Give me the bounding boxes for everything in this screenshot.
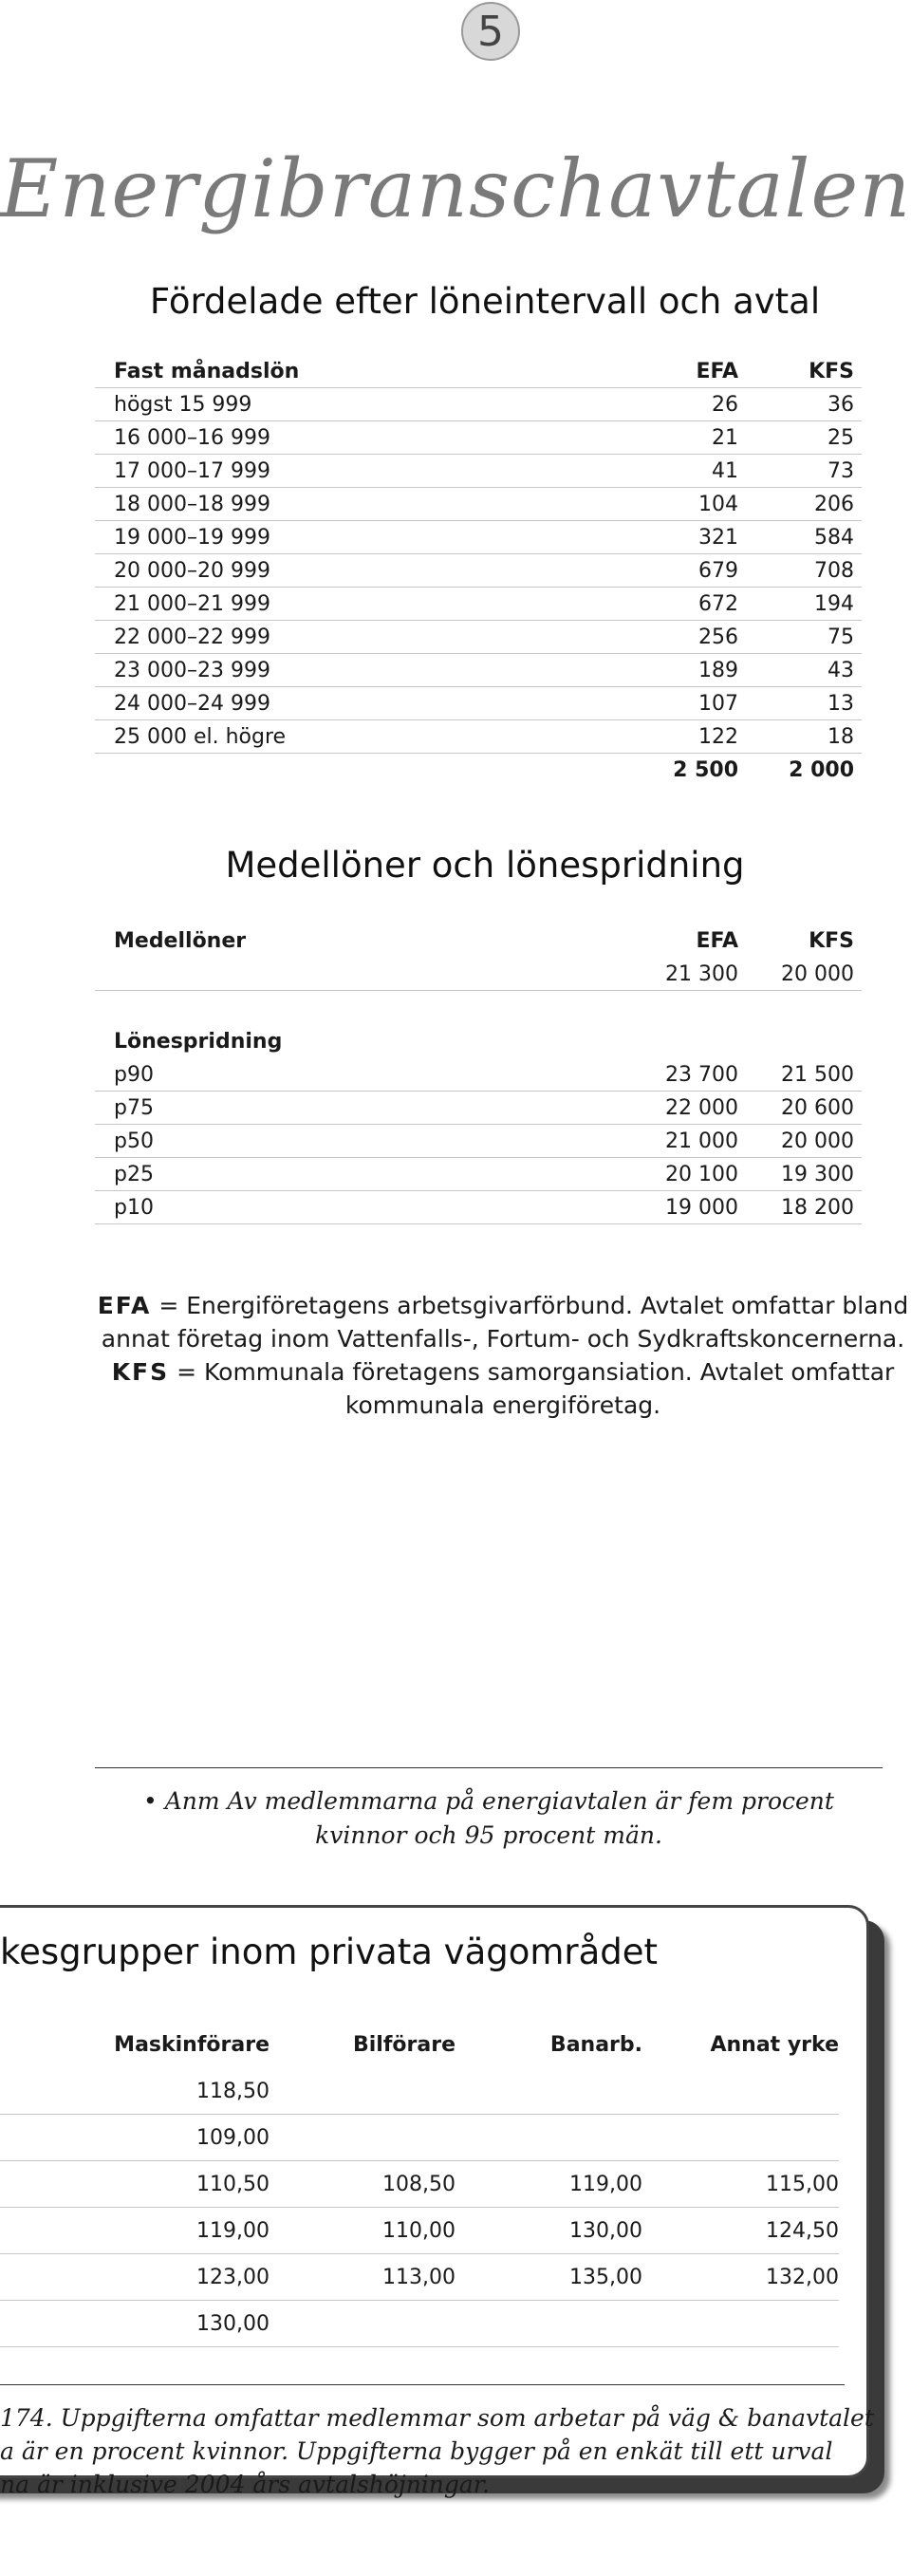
cell: 21 000–21 999 xyxy=(114,592,270,616)
cell: 123,00 xyxy=(196,2266,270,2289)
table-row xyxy=(0,2254,839,2301)
cell: 20 600 xyxy=(781,1096,854,1120)
table-row xyxy=(95,588,862,621)
footnote-line: kvinnor och 95 procent män. xyxy=(315,1821,662,1849)
table-row xyxy=(95,488,862,521)
table-row xyxy=(95,1092,862,1125)
box-title: kesgrupper inom privata vägområdet xyxy=(0,1932,659,1972)
spacer xyxy=(95,991,862,1025)
cell: 708 xyxy=(814,559,854,583)
section1-title: Fördelade efter löneintervall och avtal xyxy=(149,281,821,322)
table-row xyxy=(95,1058,862,1092)
table-header-row xyxy=(95,924,862,958)
cell: 17 000–17 999 xyxy=(114,459,270,483)
table-row xyxy=(0,2208,839,2254)
table-row xyxy=(95,621,862,654)
cell: 119,00 xyxy=(196,2219,270,2243)
table-header-row xyxy=(0,2022,839,2068)
spread-label: Lönespridning xyxy=(114,1030,283,1054)
cell: 25 000 el. högre xyxy=(114,725,287,749)
table-row xyxy=(95,1158,862,1191)
cell: 24 000–24 999 xyxy=(114,692,270,716)
cell: p50 xyxy=(114,1129,154,1153)
cell: 194 xyxy=(814,592,854,616)
column-header: Fast månadslön xyxy=(114,360,300,383)
column-header: Annat yrke xyxy=(710,2033,839,2057)
table-row xyxy=(95,421,862,455)
box-note-line: a är en procent kvinnor. Uppgifterna bygger på en enkät till ett urval xyxy=(0,2437,833,2465)
cell: 21 000 xyxy=(665,1129,738,1153)
table-row xyxy=(95,521,862,554)
cell: 584 xyxy=(814,526,854,550)
cell: högst 15 999 xyxy=(114,393,252,417)
cell: p25 xyxy=(114,1163,154,1186)
cell: 115,00 xyxy=(766,2173,839,2196)
total-efa: 2 500 xyxy=(673,758,738,782)
kfs-abbreviation: KFS xyxy=(111,1358,170,1386)
table-header-row xyxy=(95,355,862,388)
section2-title: Medellöner och lönespridning xyxy=(225,845,745,886)
cell: 189 xyxy=(698,659,738,682)
cell: 206 xyxy=(814,493,854,516)
legend-line: annat företag inom Vattenfalls-, Fortum- och Sydkraftskoncernerna. xyxy=(101,1325,905,1353)
cell: 23 700 xyxy=(665,1063,738,1087)
column-header: Maskinförare xyxy=(114,2033,270,2057)
footnote xyxy=(95,1784,883,1853)
cell: 132,00 xyxy=(766,2266,839,2289)
cell: 108,50 xyxy=(382,2173,456,2196)
legend-line xyxy=(95,1355,911,1389)
cell: 19 000–19 999 xyxy=(114,526,270,550)
cell: 22 000–22 999 xyxy=(114,625,270,649)
column-header: EFA xyxy=(696,929,738,953)
table-row xyxy=(95,1125,862,1158)
cell: 256 xyxy=(698,625,738,649)
table-row xyxy=(95,720,862,754)
column-header: Banarb. xyxy=(549,2033,642,2057)
cell: 20 000 xyxy=(781,1129,854,1153)
divider xyxy=(95,1767,883,1768)
table-row xyxy=(0,2115,839,2161)
cell: 18 000–18 999 xyxy=(114,493,270,516)
box-note-line: 174. Uppgifterna omfattar medlemmar som arbetar på väg & banavtalet xyxy=(0,2404,874,2432)
cell: 19 000 xyxy=(665,1196,738,1220)
table-row xyxy=(0,2161,839,2208)
cell: 25 xyxy=(827,426,854,450)
cell: 135,00 xyxy=(569,2266,642,2289)
footnote-line: • Anm Av medlemmarna på energiavtalen är fem procent xyxy=(143,1787,834,1815)
cell: 36 xyxy=(827,393,854,417)
cell: 119,00 xyxy=(569,2173,642,2196)
table-row xyxy=(95,554,862,588)
cell: 104 xyxy=(698,493,738,516)
cell: 20 000 xyxy=(781,962,854,986)
table-row xyxy=(0,2301,839,2347)
cell: 16 000–16 999 xyxy=(114,426,270,450)
abbreviation-legend xyxy=(95,1289,911,1422)
cell: 679 xyxy=(698,559,738,583)
box-note xyxy=(0,2401,874,2501)
column-header: KFS xyxy=(809,929,854,953)
salary-interval-table xyxy=(95,355,862,787)
column-header: KFS xyxy=(809,360,854,383)
box-note-line: na är inklusive 2004 års avtalshöjningar. xyxy=(0,2471,490,2498)
cell: 73 xyxy=(827,459,854,483)
cell: p75 xyxy=(114,1096,154,1120)
cell: 43 xyxy=(827,659,854,682)
cell: 110,50 xyxy=(196,2173,270,2196)
table-row xyxy=(95,958,862,991)
table-row xyxy=(95,455,862,488)
cell: 130,00 xyxy=(569,2219,642,2243)
cell: 109,00 xyxy=(196,2126,270,2150)
totals-row xyxy=(95,754,862,787)
cell: p90 xyxy=(114,1063,154,1087)
cell: 13 xyxy=(827,692,854,716)
hourly-rate-table xyxy=(0,2022,839,2347)
cell: 18 200 xyxy=(781,1196,854,1220)
cell: 321 xyxy=(698,526,738,550)
table-row xyxy=(0,2068,839,2115)
cell: 19 300 xyxy=(781,1163,854,1186)
cell: 75 xyxy=(827,625,854,649)
table-row xyxy=(95,654,862,687)
table-row xyxy=(95,687,862,720)
total-kfs: 2 000 xyxy=(789,758,854,782)
page-number-badge: 5 xyxy=(461,2,520,61)
column-header: Medellöner xyxy=(114,929,247,953)
efa-definition: = Energiföretagens arbetsgivarförbund. Avtalet omfattar bland xyxy=(151,1292,909,1319)
cell: 118,50 xyxy=(196,2080,270,2103)
column-header: EFA xyxy=(696,360,738,383)
legend-line xyxy=(95,1289,911,1322)
cell: 26 xyxy=(712,393,738,417)
cell: 21 500 xyxy=(781,1063,854,1087)
cell: 672 xyxy=(698,592,738,616)
cell: 107 xyxy=(698,692,738,716)
kfs-definition: = Kommunala företagens samorgansiation. Avtalet omfattar xyxy=(169,1358,895,1386)
cell: 110,00 xyxy=(382,2219,456,2243)
cell: p10 xyxy=(114,1196,154,1220)
cell: 113,00 xyxy=(382,2266,456,2289)
legend-line: kommunala energiföretag. xyxy=(344,1391,661,1419)
efa-abbreviation: EFA xyxy=(97,1292,152,1319)
table-row xyxy=(95,1191,862,1224)
cell: 22 000 xyxy=(665,1096,738,1120)
cell: 130,00 xyxy=(196,2312,270,2336)
average-salary-table xyxy=(95,924,862,1224)
cell: 20 000–20 999 xyxy=(114,559,270,583)
cell: 41 xyxy=(712,459,738,483)
cell: 20 100 xyxy=(665,1163,738,1186)
cell: 21 xyxy=(712,426,738,450)
box-divider xyxy=(0,2384,845,2385)
cell: 122 xyxy=(698,725,738,749)
cell: 23 000–23 999 xyxy=(114,659,270,682)
spread-label-row xyxy=(95,1025,862,1058)
cell: 124,50 xyxy=(766,2219,839,2243)
table-row xyxy=(95,388,862,421)
cell: 18 xyxy=(827,725,854,749)
cell: 21 300 xyxy=(665,962,738,986)
column-header: Bilförare xyxy=(352,2033,456,2057)
page-title: Energibranschavtalen xyxy=(0,142,911,235)
